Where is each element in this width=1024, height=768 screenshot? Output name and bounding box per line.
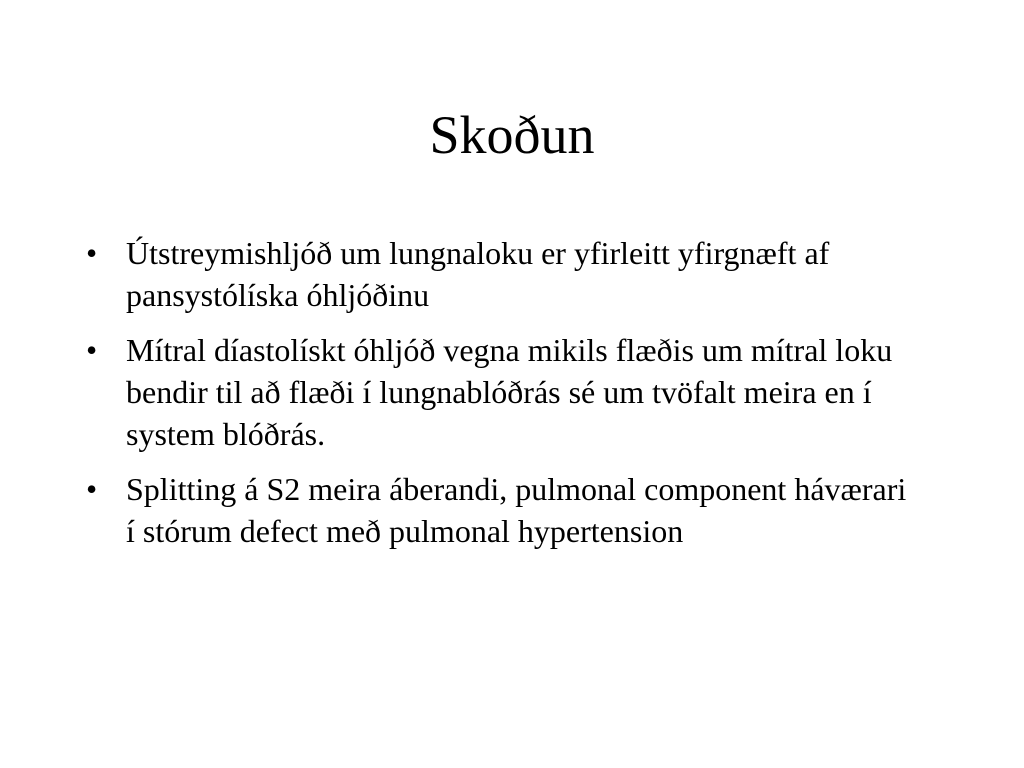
bullet-icon: • bbox=[86, 471, 98, 507]
bullet-text: Útstreymishljóð um lungnaloku er yfirleitt yfirgnæft af pansystólíska óhljóðinu bbox=[126, 235, 830, 313]
bullet-icon: • bbox=[86, 235, 98, 271]
bullet-item bbox=[86, 232, 916, 316]
bullet-text: Mítral díastolískt óhljóð vegna mikils flæðis um mítral loku bendir til að flæði í lungnablóðrás sé um tvöfalt meira en í system blóðrás. bbox=[126, 332, 893, 452]
bullet-text: Splitting á S2 meira áberandi, pulmonal component háværari í stórum defect með pulmonal hypertension bbox=[126, 471, 907, 549]
bullet-item bbox=[86, 468, 916, 552]
slide-title: Skoðun bbox=[429, 105, 595, 165]
bullet-list bbox=[86, 232, 916, 565]
bullet-icon: • bbox=[86, 332, 98, 368]
bullet-item bbox=[86, 329, 916, 455]
